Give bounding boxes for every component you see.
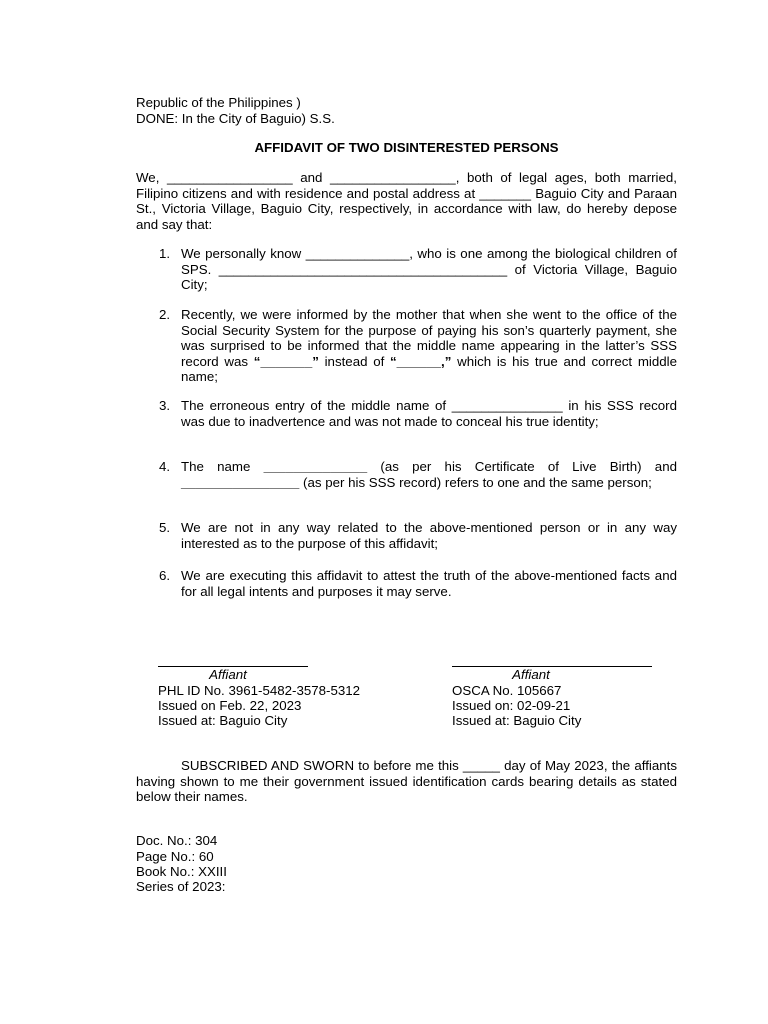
item-5-text <box>181 520 677 551</box>
item-number: 3. <box>159 398 171 413</box>
item-2-text <box>181 307 677 385</box>
doc-number: Doc. No.: 304 <box>136 833 218 848</box>
page-number: Page No.: 60 <box>136 849 214 864</box>
affiant-label: Affiant <box>209 667 247 682</box>
item-number: 5. <box>159 520 171 535</box>
affiant-id-issued-on: Issued on Feb. 22, 2023 <box>158 698 302 713</box>
item-text-part: We are not in any way related to the above-mentioned person or in any way interested as to the purpose of this affidavit; <box>181 520 677 551</box>
document-title: AFFIDAVIT OF TWO DISINTERESTED PERSONS <box>254 140 559 155</box>
item-number: 2. <box>159 307 171 322</box>
item-number: 1. <box>159 246 171 261</box>
item-number: 4. <box>159 459 171 474</box>
item-text-part: The erroneous entry of the middle name of _______________ in his SSS record was due to inadvertence and was not made to conceal his true identity; <box>181 398 677 429</box>
item-text-part: instead of <box>318 353 391 369</box>
item-text-part: We personally know ______________, who is one among the biological children of SPS. _______________________________________ of Victoria Village, Baguio City; <box>181 246 677 292</box>
venue-line-republic: Republic of the Philippines ) <box>136 95 301 110</box>
item-text-part: (as per his SSS record) refers to one and the same person; <box>299 474 652 490</box>
jurat-paragraph: SUBSCRIBED AND SWORN to before me this _____ day of May 2023, the affiants having shown to me their government issued identification cards bearing details as stated below their names. <box>136 758 677 804</box>
affiant-id-number: PHL ID No. 3961-5482-3578-5312 <box>158 683 361 698</box>
affiant-id-issued-on: Issued on: 02-09-21 <box>452 698 571 713</box>
item-text-part: The name <box>181 459 264 474</box>
intro-paragraph: We, _________________ and _________________, both of legal ages, both married, Filipino citizens and with residence and postal address at _______ Baguio City and Paraan St., Victoria Village, Baguio City, respectively, in accordance with law, do hereby depose and say that: <box>136 170 677 232</box>
affiant-label: Affiant <box>512 667 550 682</box>
item-4-text <box>181 459 677 490</box>
book-number: Book No.: XXIII <box>136 864 227 879</box>
item-text-part: which is his true and correct middle name; <box>181 353 677 384</box>
sss-middle-name-blank: “_______” <box>253 353 319 369</box>
item-text-part: We are executing this affidavit to attest the truth of the above-mentioned facts and for all legal intents and purposes it may serve. <box>181 568 677 599</box>
affiant-id-issued-at: Issued at: Baguio City <box>158 713 288 728</box>
sss-name-blank: ________________ <box>181 474 300 490</box>
item-text-part: Recently, we were informed by the mother that when she went to the office of the Social Security System for the purpose of paying his son’s quarterly payment, she was surprised to be informed that the middle name appearing in the latter’s SSS record was <box>181 307 677 369</box>
affiant-id-issued-at: Issued at: Baguio City <box>452 713 582 728</box>
item-number: 6. <box>159 568 171 583</box>
true-middle-name-blank: “______,” <box>390 353 452 369</box>
series-year: Series of 2023: <box>136 879 226 894</box>
item-text-part: (as per his Certificate of Live Birth) and <box>367 459 677 474</box>
item-1-text <box>181 246 677 293</box>
affiant-id-number: OSCA No. 105667 <box>452 683 562 698</box>
venue-line-city: DONE: In the City of Baguio) S.S. <box>136 111 335 126</box>
birth-name-blank: ______________ <box>263 459 368 474</box>
item-3-text <box>181 398 677 429</box>
item-6-text <box>181 568 677 599</box>
